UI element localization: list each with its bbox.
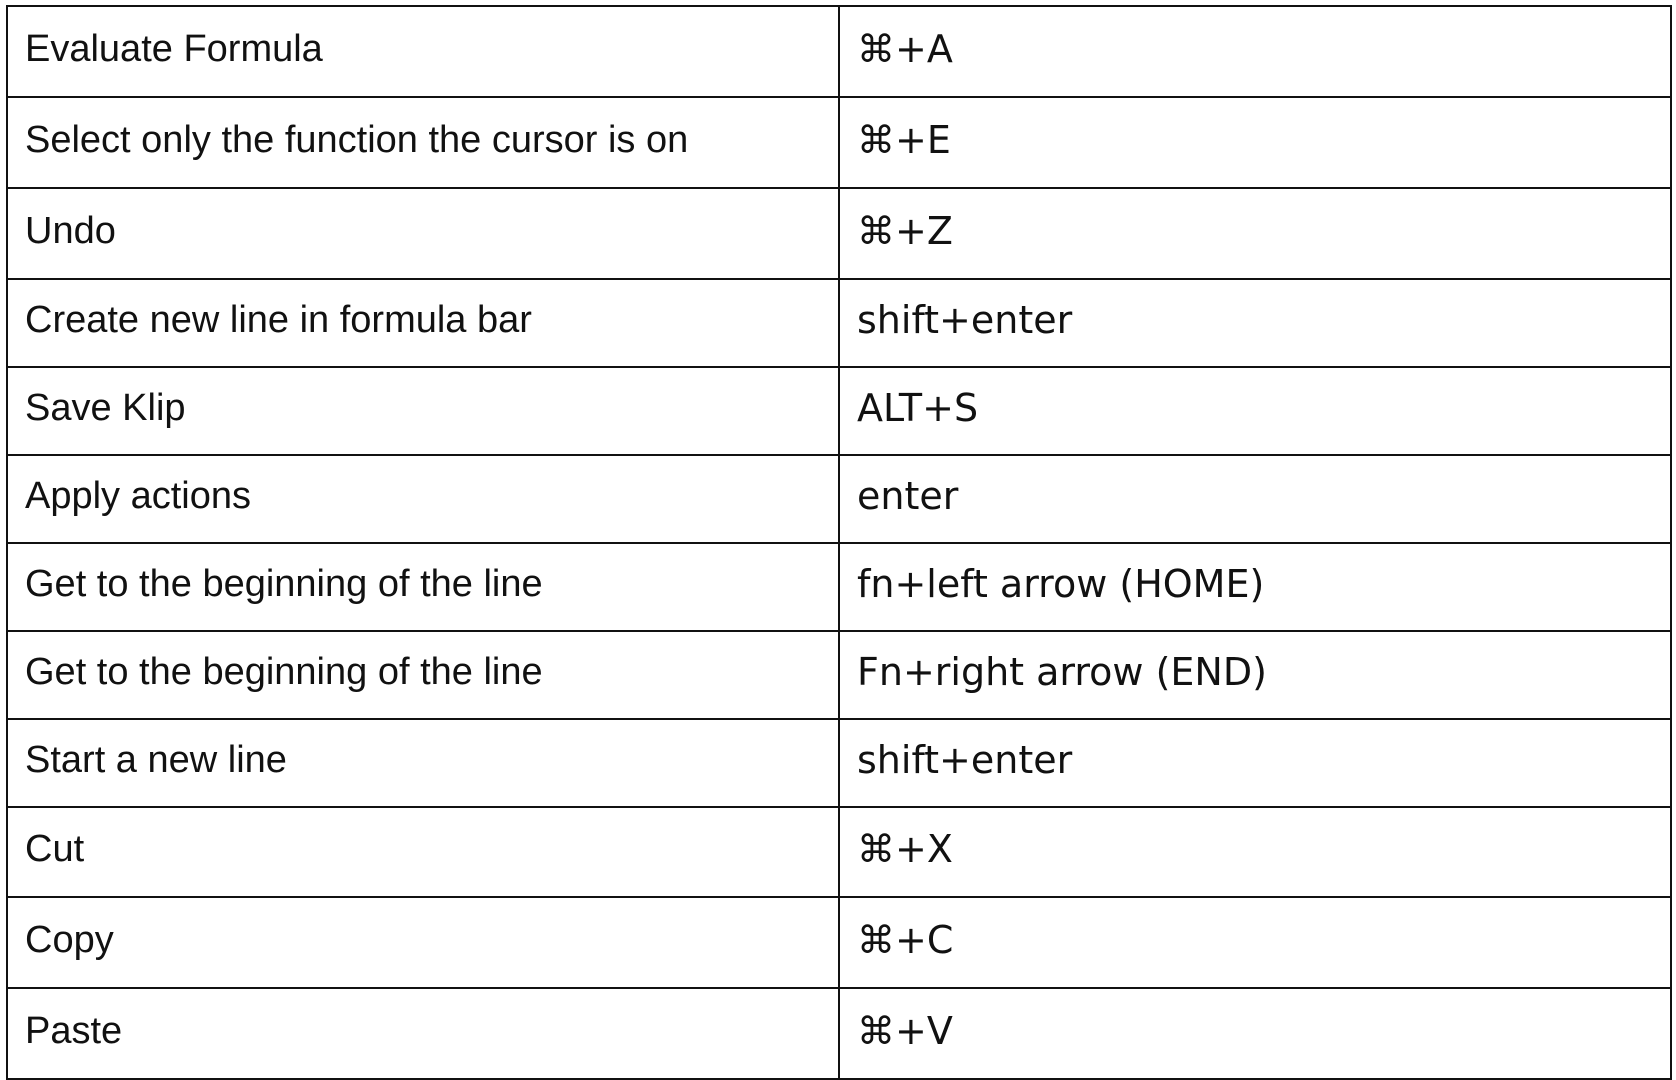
table-row (7, 988, 1671, 1079)
action-cell: Select only the function the cursor is on (7, 97, 839, 188)
action-cell: Undo (7, 188, 839, 279)
keys-cell: ⌘+V (839, 988, 1671, 1079)
action-cell: Apply actions (7, 455, 839, 543)
keys-cell: ⌘+X (839, 807, 1671, 897)
keys-cell: ⌘+Z (839, 188, 1671, 279)
keys-cell: enter (839, 455, 1671, 543)
keys-cell: Fn+right arrow (END) (839, 631, 1671, 719)
table-row (7, 631, 1671, 719)
table-row (7, 367, 1671, 455)
action-cell: Get to the beginning of the line (7, 631, 839, 719)
table-row (7, 719, 1671, 807)
keys-cell: shift+enter (839, 279, 1671, 367)
keys-cell: ALT+S (839, 367, 1671, 455)
action-cell: Evaluate Formula (7, 6, 839, 97)
keys-cell: ⌘+C (839, 897, 1671, 988)
table-row (7, 455, 1671, 543)
table-row (7, 897, 1671, 988)
table-row (7, 97, 1671, 188)
keys-cell: fn+left arrow (HOME) (839, 543, 1671, 631)
shortcuts-table (6, 5, 1672, 1080)
table-row (7, 279, 1671, 367)
action-cell: Save Klip (7, 367, 839, 455)
action-cell: Start a new line (7, 719, 839, 807)
keys-cell: shift+enter (839, 719, 1671, 807)
table-row (7, 807, 1671, 897)
action-cell: Create new line in formula bar (7, 279, 839, 367)
action-cell: Get to the beginning of the line (7, 543, 839, 631)
table-row (7, 188, 1671, 279)
keys-cell: ⌘+E (839, 97, 1671, 188)
action-cell: Copy (7, 897, 839, 988)
action-cell: Cut (7, 807, 839, 897)
keys-cell: ⌘+A (839, 6, 1671, 97)
action-cell: Paste (7, 988, 839, 1079)
table-row (7, 543, 1671, 631)
shortcuts-table-body (7, 6, 1671, 1079)
table-row (7, 6, 1671, 97)
